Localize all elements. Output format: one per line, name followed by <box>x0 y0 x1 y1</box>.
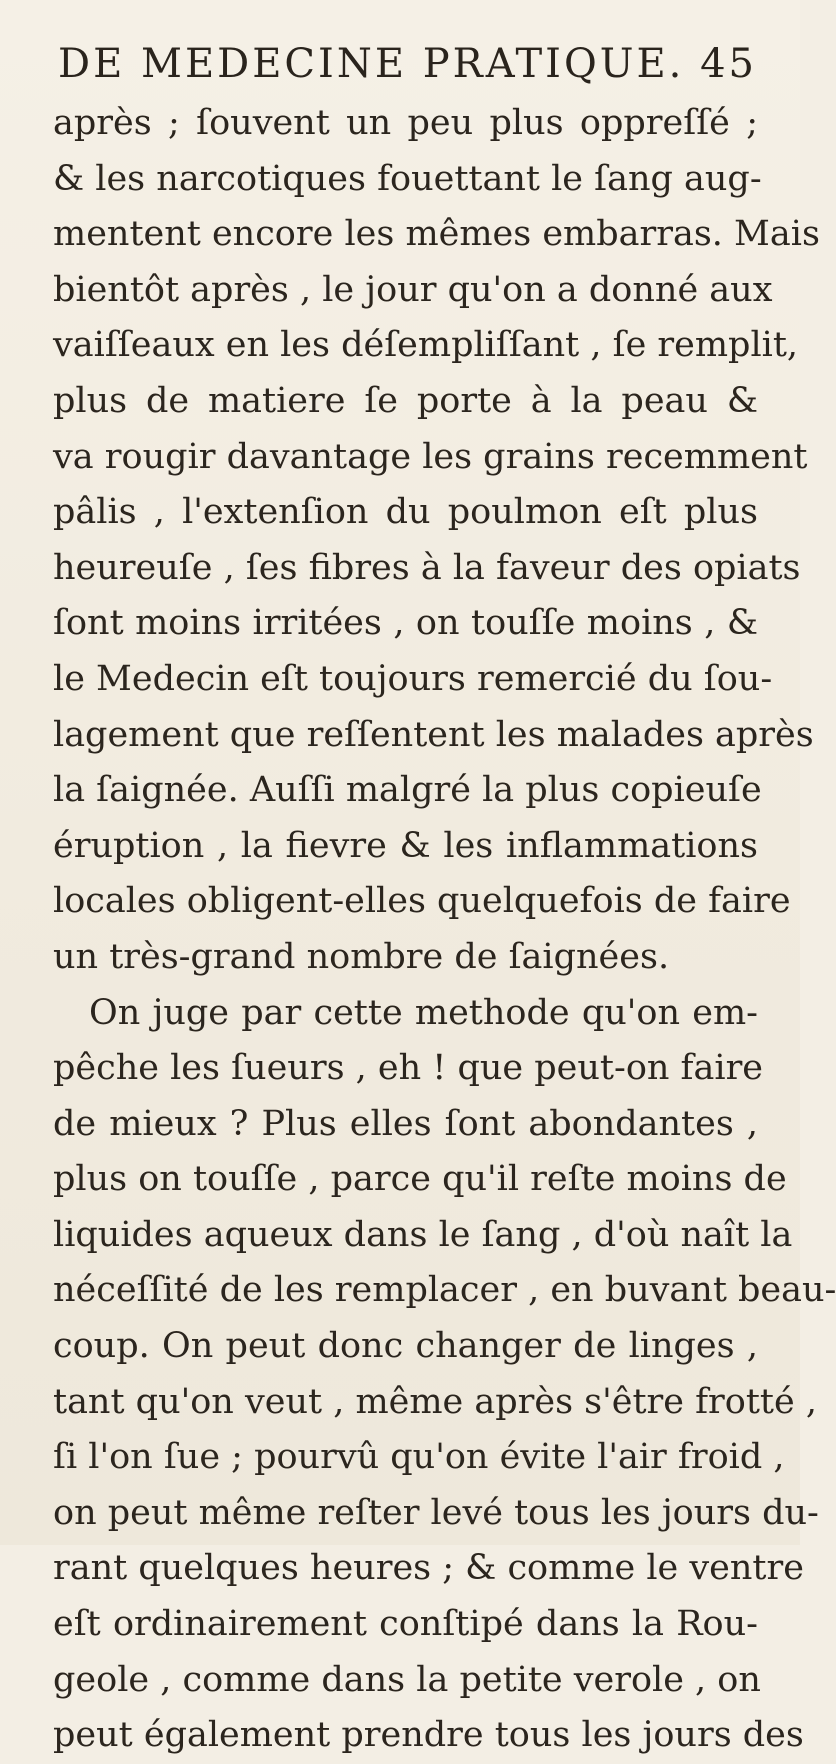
text-line: On juge par cette methode qu'on em- <box>89 992 758 1033</box>
text-line: éruption , la fievre & les inflammations <box>53 825 758 866</box>
text-line: ſi l'on ſue ; pourvû qu'on évite l'air froid , <box>53 1437 785 1478</box>
text-line: peut également prendre tous les jours des <box>53 1715 804 1756</box>
body-text <box>53 96 836 1764</box>
text-line: plus on touſſe , parce qu'il reſte moins de <box>53 1159 787 1200</box>
text-line: un très-grand nombre de ſaignées. <box>53 936 670 977</box>
text-line: néceſſité de les remplacer , en buvant beau- <box>53 1270 836 1311</box>
text-line: rant quelques heures ; & comme le ventre <box>53 1548 804 1589</box>
text-line: on peut même reſter levé tous les jours du- <box>53 1492 819 1533</box>
text-line: geole , comme dans la petite verole , on <box>53 1659 761 1700</box>
text-line: bientôt après , le jour qu'on a donné aux <box>53 269 773 310</box>
running-header: DE MEDECINE PRATIQUE. 45 <box>58 41 757 87</box>
text-line: vaiſſeaux en les déſempliſſant , ſe remplit, <box>53 325 799 366</box>
text-line: & les narcotiques fouettant le ſang aug- <box>53 158 762 199</box>
text-line: le Medecin eſt toujours remercié du ſou- <box>53 658 773 699</box>
text-line: liquides aqueux dans le ſang , d'où naît la <box>53 1214 793 1255</box>
text-line: coup. On peut donc changer de linges , <box>53 1326 758 1367</box>
text-line: la ſaignée. Auſſi malgré la plus copieuſe <box>53 770 762 811</box>
text-line: après ; ſouvent un peu plus oppreſſé ; <box>53 103 758 143</box>
text-line: mentent encore les mêmes embarras. Mais <box>53 214 820 255</box>
text-line: ſont moins irritées , on touſſe moins , & <box>53 603 758 644</box>
text-line: pêche les ſueurs , eh ! que peut-on faire <box>53 1048 764 1089</box>
text-line: heureuſe , ſes fibres à la faveur des opiats <box>53 547 801 588</box>
text-line: locales obligent-elles quelquefois de faire <box>53 881 791 922</box>
text-line: de mieux ? Plus elles ſont abondantes , <box>53 1103 758 1144</box>
text-line: pâlis , l'extenſion du poulmon eſt plus <box>53 492 758 533</box>
text-line: tant qu'on veut , même après s'être frotté , <box>53 1381 817 1422</box>
text-line: plus de matiere ſe porte à la peau & <box>53 380 758 421</box>
text-line: va rougir davantage les grains recemment <box>53 436 808 477</box>
text-line: eſt ordinairement conſtipé dans la Rou- <box>53 1604 758 1645</box>
text-line: lagement que reſſentent les malades après <box>53 714 814 755</box>
